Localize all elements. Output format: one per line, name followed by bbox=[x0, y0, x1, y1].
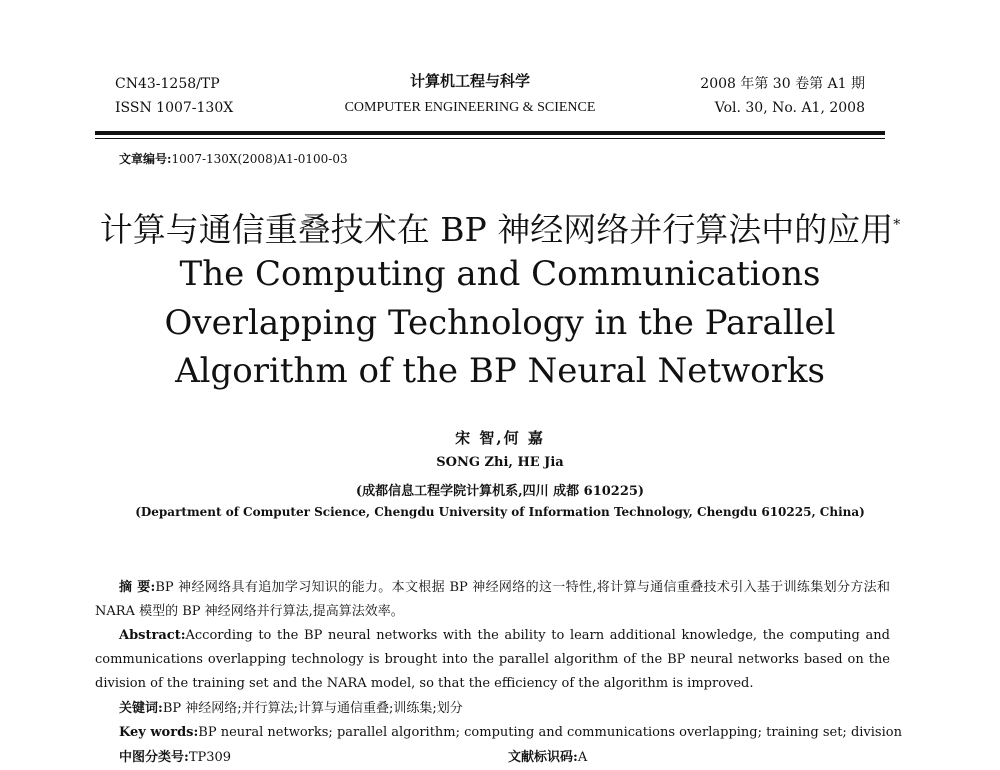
journal-name-en: COMPUTER ENGINEERING & SCIENCE bbox=[344, 100, 596, 115]
clc-label: 中图分类号: bbox=[119, 750, 189, 765]
journal-cn-code: CN43-1258/TP bbox=[115, 76, 220, 92]
authors-en: SONG Zhi, HE Jia bbox=[436, 455, 564, 470]
abstract-cn-label: 摘 要: bbox=[119, 580, 156, 595]
clc-number bbox=[119, 746, 231, 770]
header-rule-thick bbox=[95, 131, 885, 135]
abstract-en bbox=[95, 624, 890, 696]
header-rule-thin bbox=[95, 138, 885, 139]
keywords-cn-label: 关键词: bbox=[119, 701, 163, 716]
article-number bbox=[119, 150, 348, 167]
title-en-line-2: Overlapping Technology in the Parallel bbox=[164, 303, 836, 343]
abstract-cn bbox=[95, 576, 890, 624]
article-number-label: 文章编号: bbox=[119, 152, 172, 166]
abstract-en-label: Abstract: bbox=[119, 628, 186, 643]
journal-issue-cn: 2008 年第 30 卷第 A1 期 bbox=[700, 76, 865, 92]
authors-cn: 宋 智,何 嘉 bbox=[455, 429, 545, 447]
doc-code bbox=[508, 746, 587, 770]
title-en-line-3: Algorithm of the BP Neural Networks bbox=[175, 351, 825, 391]
doc-code-value: A bbox=[577, 750, 588, 765]
title-footnote-mark: * bbox=[893, 217, 901, 233]
keywords-cn-text: BP 神经网络;并行算法;计算与通信重叠;训练集;划分 bbox=[162, 701, 463, 716]
keywords-en-text: BP neural networks; parallel algorithm; computing and communications overlapping; training set; division bbox=[198, 725, 902, 740]
doc-code-label: 文献标识码: bbox=[508, 750, 578, 765]
affiliation-cn: (成都信息工程学院计算机系,四川 成都 610225) bbox=[355, 484, 645, 499]
abstract-en-text: According to the BP neural networks with the ability to learn additional knowledge, the computing and communications overlapping technology is brought into the parallel algorithm of the BP neural networks based on the division of the training set and the NARA model, so that the efficiency of the algorithm is improved. bbox=[95, 628, 890, 691]
journal-issue-en: Vol. 30, No. A1, 2008 bbox=[714, 100, 865, 116]
affiliation-en: (Department of Computer Science, Chengdu University of Information Technology, Chengdu 610225, China) bbox=[135, 505, 865, 519]
keywords-en-label: Key words: bbox=[119, 725, 199, 740]
journal-name-cn: 计算机工程与科学 bbox=[409, 74, 530, 90]
article-number-value: 1007-130X(2008)A1-0100-03 bbox=[171, 152, 348, 166]
journal-issn: ISSN 1007-130X bbox=[115, 100, 234, 116]
keywords-cn bbox=[119, 697, 463, 721]
abstract-cn-text: BP 神经网络具有追加学习知识的能力。本文根据 BP 神经网络的这一特性,将计算与通信重叠技术引入基于训练集划分方法和 NARA 模型的 BP 神经网络并行算法,提高算法效率。 bbox=[95, 580, 890, 619]
title-cn bbox=[0, 204, 1000, 251]
clc-value: TP309 bbox=[188, 750, 232, 765]
title-en-line-1: The Computing and Communications bbox=[179, 254, 821, 294]
title-cn-text: 计算与通信重叠技术在 BP 神经网络并行算法中的应用 bbox=[99, 210, 894, 249]
keywords-en bbox=[119, 721, 902, 745]
